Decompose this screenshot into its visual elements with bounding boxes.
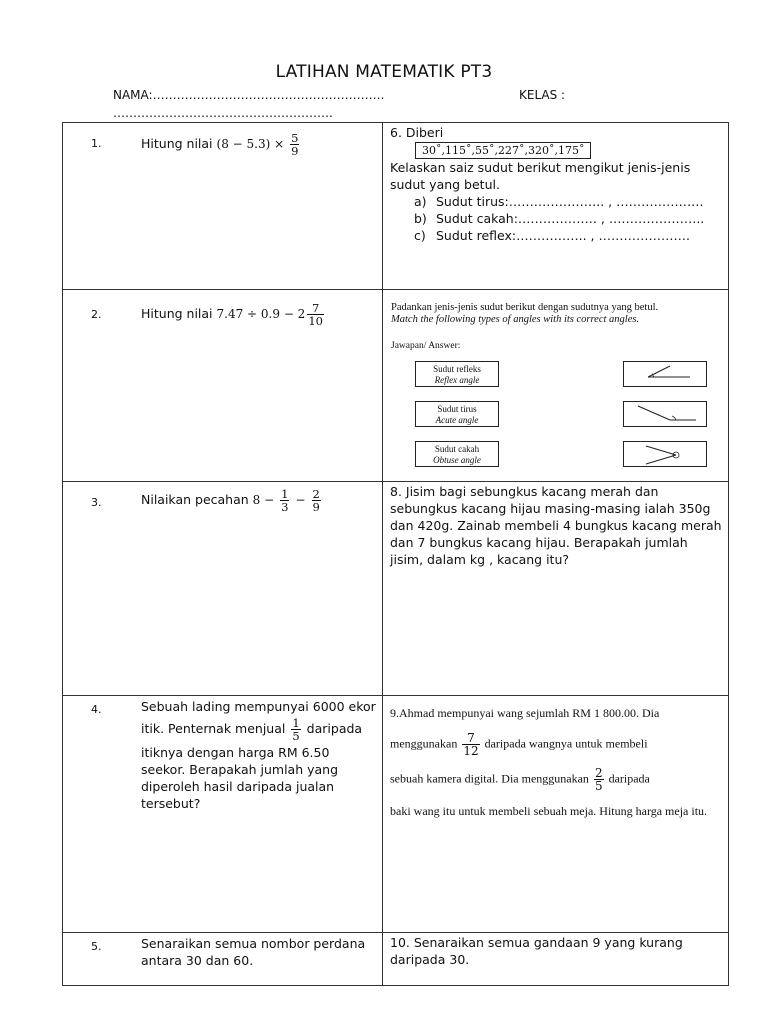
math-expression: 7.47 ÷ 0.9 − 2 bbox=[216, 307, 306, 321]
question-7-cell bbox=[383, 290, 729, 482]
matching-row bbox=[391, 361, 720, 401]
question-number: 2. bbox=[91, 308, 102, 321]
fraction: $\frac{1}{5}$ bbox=[292, 716, 300, 743]
fraction: $\frac{2}{9}$ bbox=[312, 487, 320, 514]
question-10-cell bbox=[383, 933, 729, 986]
kelas-line: ………………………………………………. bbox=[113, 106, 333, 120]
question-text: Hitung nilai bbox=[141, 306, 213, 321]
question-9-line1: 9.Ahmad mempunyai wang sejumlah RM 1 800.00. Dia bbox=[390, 706, 660, 720]
obtuse-angle-diagram[interactable] bbox=[623, 441, 707, 467]
options-list bbox=[390, 193, 722, 244]
matching-heading-en: Match the following types of angles with its correct angles. bbox=[391, 314, 640, 325]
question-2-cell bbox=[63, 290, 383, 482]
question-number: 5. bbox=[91, 940, 102, 953]
worksheet-title: LATIHAN MATEMATIK PT3 bbox=[275, 62, 493, 82]
acute-angle-diagram[interactable] bbox=[623, 401, 707, 427]
kelas-label: KELAS : bbox=[519, 88, 566, 102]
question-table bbox=[62, 122, 729, 986]
question-8-text: 8. Jisim bagi sebungkus kacang merah dan sebungkus kacang hijau masing-masing ialah 350g dan 420g. Zainab membeli 4 bungkus kacang merah dan 7 bungkus kacang hijau. Berapakah jumlah jisim, dalam kg , kacang itu? bbox=[390, 484, 722, 567]
fraction: $\frac{2}{5}$ bbox=[594, 766, 603, 793]
option-a: a) Sudut tirus:………………….. , ………………… bbox=[414, 194, 704, 209]
question-6-instruction: Kelaskan saiz sudut berikut mengikut jenis-jenis sudut yang betul. bbox=[390, 160, 691, 192]
fraction: $\frac{5}{9}$ bbox=[291, 131, 299, 158]
reflex-angle-diagram[interactable] bbox=[623, 361, 707, 387]
question-9-line2a: menggunakan bbox=[390, 736, 458, 751]
question-9-line3a: sebuah kamera digital. Dia menggunakan bbox=[390, 771, 589, 786]
question-4-line2b: daripada bbox=[306, 721, 363, 736]
question-6-label: 6. Diberi bbox=[390, 125, 444, 140]
question-6-cell bbox=[383, 123, 729, 290]
question-1-cell bbox=[63, 123, 383, 290]
nama-field: NAMA:…………………………………………………. bbox=[113, 88, 385, 102]
question-4-rest: itiknya dengan harga RM 6.50 seekor. Berapakah jumlah yang diperoleh hasil daripada jualan tersebut? bbox=[141, 745, 339, 811]
option-c: c) Sudut reflex:…………….. , …………………. bbox=[414, 228, 690, 243]
angle-type-box[interactable]: Sudut cakah Obtuse angle bbox=[415, 441, 499, 467]
question-9-cell bbox=[383, 696, 729, 933]
question-text: Hitung nilai bbox=[141, 136, 213, 151]
matching-row bbox=[391, 441, 720, 481]
math-expression: 8 − bbox=[252, 493, 275, 507]
question-5-cell bbox=[63, 933, 383, 986]
angle-type-box[interactable]: Sudut tirus Acute angle bbox=[415, 401, 499, 427]
question-5-text: Senaraikan semua nombor perdana antara 30 dan 60. bbox=[141, 936, 366, 968]
question-9-line3b: daripada bbox=[608, 771, 650, 786]
angle-type-box[interactable]: Sudut refleks Reflex angle bbox=[415, 361, 499, 387]
angle-list-box: 30˚,115˚,55˚,227˚,320˚,175˚ bbox=[415, 142, 591, 159]
matching-heading: Padankan jenis-jenis sudut berikut dengan sudutnya yang betul. bbox=[391, 302, 659, 313]
question-number: 1. bbox=[91, 137, 102, 150]
question-8-cell bbox=[383, 482, 729, 696]
fraction: $\frac{7}{10}$ bbox=[308, 301, 323, 328]
matching-row bbox=[391, 401, 720, 441]
question-10-text: 10. Senaraikan semua gandaan 9 yang kurang daripada 30. bbox=[390, 935, 683, 967]
question-4-line2a: itik. Penternak menjual bbox=[141, 721, 286, 736]
question-3-cell bbox=[63, 482, 383, 696]
question-9-line4: baki wang itu untuk membeli sebuah meja. Hitung harga meja itu. bbox=[390, 804, 708, 818]
question-4-cell bbox=[63, 696, 383, 933]
question-4-line1: Sebuah lading mempunyai 6000 ekor bbox=[141, 699, 376, 714]
question-number: 4. bbox=[91, 703, 102, 716]
math-operator: − bbox=[295, 493, 306, 507]
question-text: Nilaikan pecahan bbox=[141, 492, 249, 507]
option-b: b) Sudut cakah:………………. , ………………….. bbox=[414, 211, 705, 226]
fraction: $\frac{1}{3}$ bbox=[281, 487, 289, 514]
math-expression: (8 − 5.3) × bbox=[216, 137, 285, 151]
fraction: $\frac{7}{12}$ bbox=[463, 731, 479, 758]
question-number: 3. bbox=[91, 496, 102, 509]
question-9-line2b: daripada wangnya untuk membeli bbox=[484, 736, 648, 751]
answer-label: Jawapan/ Answer: bbox=[391, 341, 461, 351]
